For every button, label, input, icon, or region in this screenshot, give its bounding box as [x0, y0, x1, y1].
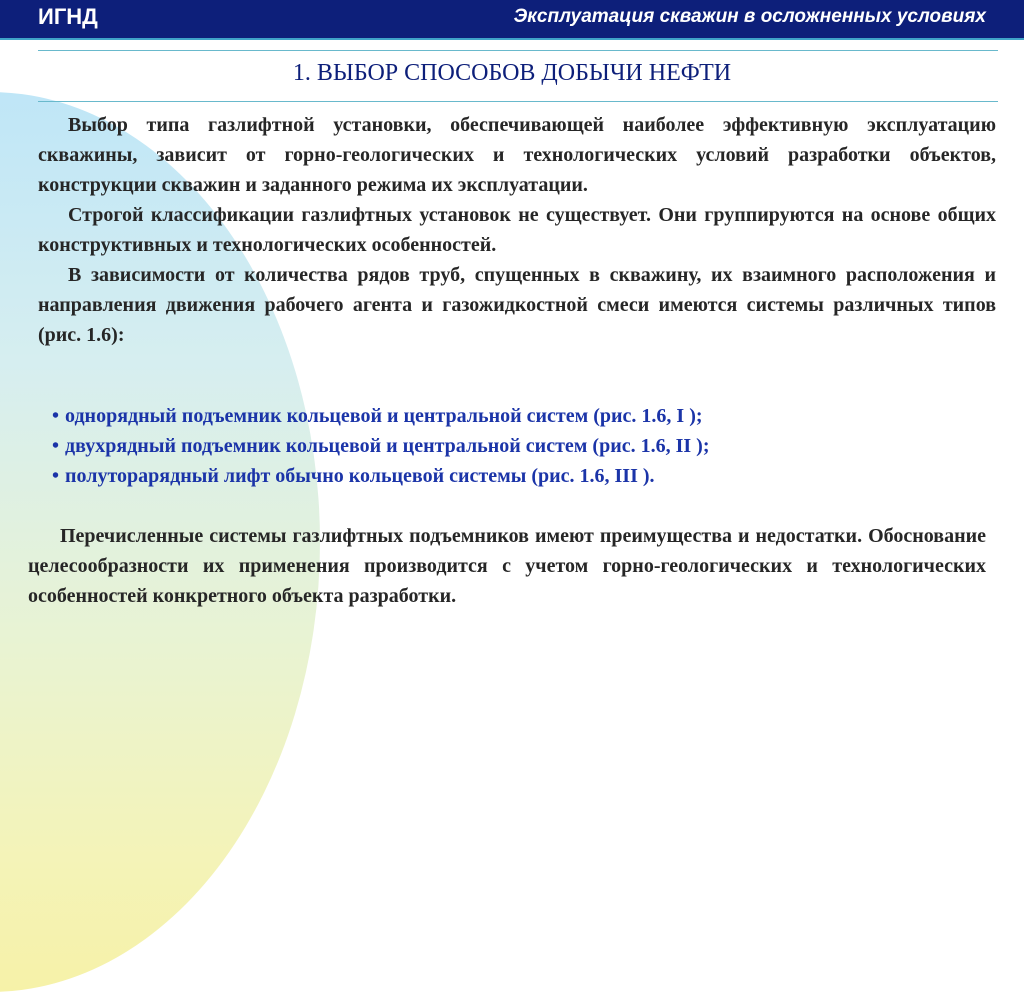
- conclusion-paragraph: Перечисленные системы газлифтных подъемников имеют преимущества и недостатки. Обоснование целесообразности их применения производится с учетом горно-геологических и технологических особенностей конкретного объекта разработки.: [28, 525, 986, 607]
- header-org-label: ИГНД: [38, 4, 98, 29]
- list-item: [52, 461, 952, 491]
- paragraph-1: Выбор типа газлифтной установки, обеспечивающей наиболее эффективную эксплуатацию скважины, зависит от горно-геологических и технологических условий разработки объектов, конструкции скважин и заданного режима их эксплуатации.: [38, 114, 996, 196]
- list-item: [52, 431, 952, 461]
- title-rule-top: [38, 50, 998, 51]
- bullet-icon: •: [52, 435, 60, 457]
- header-bar: [0, 0, 1024, 40]
- bullet-icon: •: [52, 405, 60, 427]
- paragraph-3: В зависимости от количества рядов труб, спущенных в скважину, их взаимного расположения и направления движения рабочего агента и газожидкостной смеси имеются системы различных типов (рис. 1.6):: [38, 264, 996, 346]
- paragraph-2: Строгой классификации газлифтных установок не существует. Они группируются на основе общих конструктивных и технологических особенностей.: [38, 204, 996, 256]
- title-rule-bottom: [38, 101, 998, 102]
- bullet-list: [52, 401, 952, 491]
- header-course-title: Эксплуатация скважин в осложненных условиях: [513, 6, 986, 27]
- list-item: [52, 401, 952, 431]
- bullet-text: двухрядный подъемник кольцевой и центральной систем (рис. 1.6, II );: [65, 435, 710, 457]
- slide-title: 1. ВЫБОР СПОСОБОВ ДОБЫЧИ НЕФТИ: [292, 60, 732, 86]
- bullet-icon: •: [52, 465, 60, 487]
- bullet-text: однорядный подъемник кольцевой и центральной систем (рис. 1.6, I );: [65, 405, 703, 427]
- slide-body: [38, 110, 996, 350]
- bullet-text: полуторарядный лифт обычно кольцевой системы (рис. 1.6, III ).: [65, 465, 655, 487]
- conclusion-block: [28, 521, 986, 611]
